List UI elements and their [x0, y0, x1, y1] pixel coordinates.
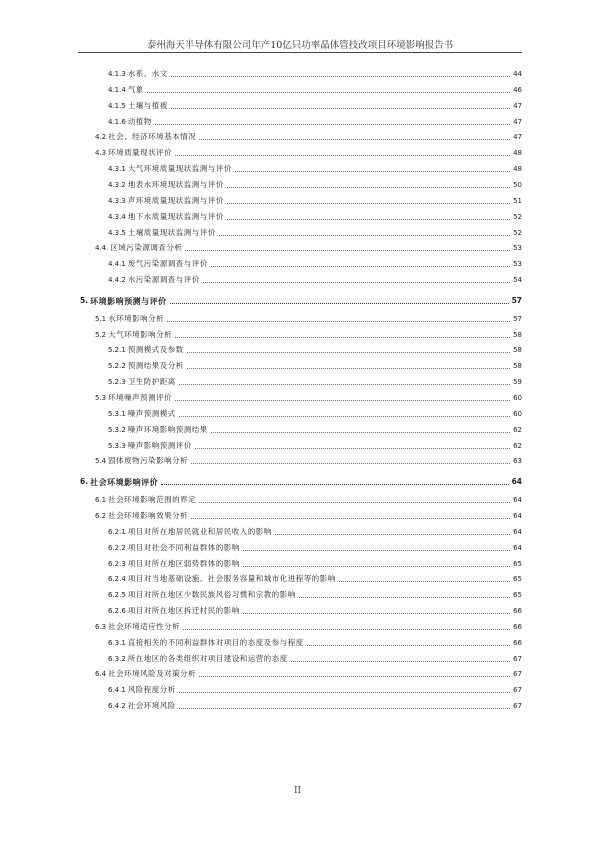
toc-entry[interactable] [108, 408, 522, 420]
dot-leader [227, 187, 510, 188]
toc-entry-page: 65 [513, 591, 522, 600]
toc-entry-title: 项目对所在地区少数民族风俗习惯和宗教的影响 [127, 590, 296, 600]
toc-entry-number: 4.1.3 [108, 70, 126, 78]
toc-entry-number: 6. [80, 477, 89, 487]
toc-entry[interactable] [108, 376, 522, 388]
dot-leader [191, 463, 510, 464]
toc-entry-page: 64 [513, 543, 522, 552]
toc-entry-title: 地表水环境现状监测与评价 [127, 179, 224, 189]
toc-entry[interactable] [108, 573, 522, 585]
toc-entry-title: 社会环境影响效果分析 [108, 510, 189, 520]
toc-entry-number: 5.3.2 [108, 425, 126, 434]
toc-entry-title: 社会环境影响评价 [90, 477, 159, 488]
toc-entry-number: 5.2.1 [108, 346, 126, 355]
toc-entry[interactable] [108, 526, 522, 538]
toc-entry[interactable] [108, 653, 522, 665]
toc-entry-page: 54 [513, 276, 522, 285]
toc-entry[interactable] [108, 100, 522, 112]
toc-entry-number: 5.2 [95, 330, 107, 339]
toc-entry-title: 声环境质量现状监测与评价 [127, 195, 224, 205]
toc-entry[interactable] [108, 684, 522, 696]
toc-entry[interactable] [108, 195, 522, 207]
dot-leader [175, 400, 510, 401]
dot-leader [203, 282, 510, 283]
toc-entry[interactable] [108, 274, 522, 286]
toc-entry-number: 4.4. [95, 244, 109, 253]
toc-entry-title: 大气环境影响分析 [108, 329, 173, 339]
toc-entry[interactable] [108, 179, 522, 191]
toc-entry-number: 6.3.2 [108, 654, 126, 663]
toc-entry[interactable] [95, 329, 522, 341]
dot-leader [227, 203, 510, 204]
toc-entry-number: 4.3.1 [108, 165, 126, 174]
dot-leader [175, 337, 510, 338]
dot-leader [187, 368, 510, 369]
dot-leader [243, 613, 510, 614]
toc-entry[interactable] [95, 455, 522, 467]
toc-entry-title: 环境噪声预测评价 [108, 393, 173, 402]
toc-entry[interactable] [95, 147, 522, 159]
toc-entry-page: 57 [513, 314, 522, 323]
toc-entry[interactable] [95, 313, 522, 325]
toc-entry[interactable] [95, 242, 522, 254]
toc-entry-page: 44 [513, 70, 522, 78]
toc-entry-number: 6.4 [95, 670, 107, 679]
page-number: II [293, 786, 302, 796]
dot-leader [219, 235, 510, 236]
toc-entry-title: 噪声影响预测评价 [127, 440, 192, 450]
toc-entry-page: 62 [513, 441, 522, 450]
dot-leader [199, 676, 510, 677]
toc-entry[interactable] [95, 510, 522, 522]
toc-entry-title: 项目对所在地区弱势群体的影响 [127, 558, 240, 568]
dot-leader [291, 661, 510, 662]
toc-entry-number: 5.4 [95, 457, 107, 466]
dot-leader [243, 566, 510, 567]
toc-entry-title: 水环境影响分析 [108, 313, 165, 323]
toc-entry-title: 区域污染源调查分析 [110, 243, 183, 253]
toc-entry[interactable] [108, 227, 522, 239]
toc-entry-page: 67 [513, 686, 522, 695]
toc-entry-page: 51 [513, 196, 522, 205]
toc-entry[interactable] [95, 494, 522, 506]
toc-chapter[interactable] [80, 476, 522, 488]
toc-entry-page: 58 [513, 346, 522, 355]
toc-entry-title: 项目对当地基础设施、社会服务容量和城市化进程等的影响 [127, 574, 336, 584]
toc-entry-number: 5.2.3 [108, 378, 126, 387]
dot-leader [161, 484, 508, 485]
toc-entry-page: 65 [513, 559, 522, 568]
dot-leader [199, 502, 510, 503]
toc-entry-number: 4.1.5 [108, 101, 126, 110]
toc-entry-page: 57 [511, 295, 522, 305]
toc-entry-page: 47 [513, 101, 522, 110]
dot-leader [171, 108, 510, 109]
toc-entry[interactable] [108, 84, 522, 96]
dot-leader [185, 250, 510, 251]
toc-entry[interactable] [108, 542, 522, 554]
toc-entry-title: 环境影响预测与评价 [90, 295, 167, 306]
toc-entry-page: 64 [513, 496, 522, 505]
toc-entry-page: 60 [513, 394, 522, 402]
toc-entry-number: 6.2.6 [108, 607, 126, 616]
toc-entry-title: 项目对所在地区拆迁村民的影响 [127, 606, 240, 616]
toc-entry-page: 60 [513, 409, 522, 418]
toc-entry-page: 47 [513, 133, 522, 142]
dot-leader [183, 629, 510, 630]
toc-entry-page: 63 [513, 457, 522, 466]
toc-entry-number: 5.3 [95, 394, 107, 402]
toc-entry-number: 6.3 [95, 622, 107, 631]
toc-entry-title: 社会环境风险及对策分析 [108, 669, 197, 679]
toc-entry-title: 社会环境影响范围的界定 [108, 495, 197, 505]
dot-leader [227, 219, 510, 220]
dot-leader [170, 303, 509, 304]
toc-entry-page: 58 [513, 330, 522, 339]
toc-entry[interactable] [108, 700, 522, 712]
toc-entry-page: 52 [513, 228, 522, 237]
dot-leader [167, 321, 510, 322]
dot-leader [179, 384, 510, 385]
toc-entry-number: 4.4.2 [108, 276, 126, 285]
dot-leader [195, 448, 510, 449]
dot-leader [171, 76, 510, 77]
toc-entry-title: 环境质量现状评价 [108, 148, 173, 158]
toc-entry-page: 64 [513, 511, 522, 520]
toc-entry-number: 4.3 [95, 149, 107, 158]
toc-entry-number: 6.2.4 [108, 575, 126, 584]
toc-entry-number: 6.3.1 [108, 638, 126, 647]
dot-leader [147, 92, 510, 93]
toc-entry-page: 66 [513, 607, 522, 616]
dot-leader [187, 352, 510, 353]
toc-entry[interactable] [95, 668, 522, 680]
toc-entry-title: 水污染源调查与评价 [127, 275, 200, 285]
toc-entry-title: 地下水质量现状监测与评价 [127, 211, 224, 221]
toc-entry[interactable] [108, 589, 522, 601]
toc-entry-page: 52 [513, 212, 522, 221]
toc-entry[interactable] [108, 116, 522, 128]
dot-leader [299, 597, 510, 598]
toc-entry-page: 50 [513, 180, 522, 189]
toc-entry-number: 6.2.1 [108, 527, 126, 536]
dot-leader [155, 124, 510, 125]
toc-entry-number: 5.3.3 [108, 441, 126, 450]
toc-entry-page: 67 [513, 654, 522, 663]
toc-entry-page: 66 [513, 638, 522, 647]
dot-leader [199, 139, 510, 140]
toc-entry-page: 58 [513, 362, 522, 371]
toc-entry[interactable] [108, 440, 522, 452]
toc-entry-number: 6.2.3 [108, 559, 126, 568]
dot-leader [339, 581, 510, 582]
toc-entry-title: 噪声预测模式 [127, 408, 176, 418]
page-header: 泰州海天半导体有限公司年产10亿只功率晶体管技改项目环境影响报告书 [146, 40, 454, 51]
toc-chapter[interactable] [80, 295, 522, 307]
toc-entry-title: 预测结果及分析 [127, 361, 184, 371]
toc-entry-page: 66 [513, 622, 522, 631]
toc-entry[interactable] [108, 360, 522, 372]
toc-entry-number: 4.3.5 [108, 228, 126, 237]
toc-entry-title: 预测模式及参数 [127, 345, 184, 355]
toc-entry-title: 项目对所在地居民就业和居民收入的影响 [127, 526, 272, 536]
toc-entry[interactable] [108, 258, 522, 270]
toc-entry[interactable] [108, 163, 522, 175]
dot-leader [211, 266, 510, 267]
toc-entry-title: 噪声环境影响预测结果 [127, 424, 208, 434]
toc-entry-page: 46 [513, 85, 522, 94]
toc-entry-title: 社会、经济环境基本情况 [108, 132, 197, 142]
toc-entry[interactable] [108, 558, 522, 570]
toc-entry-page: 64 [513, 527, 522, 536]
dot-leader [307, 645, 510, 646]
toc-entry-page: 59 [513, 378, 522, 387]
toc-entry-title: 土壤质量现状监测与评价 [127, 227, 216, 237]
toc-entry-title: 气象 [127, 84, 144, 94]
toc-entry-page: 67 [513, 702, 522, 711]
toc-entry-number: 4.1.6 [108, 117, 126, 126]
toc-entry-title: 水系、水文 [127, 69, 168, 78]
dot-leader [243, 550, 510, 551]
toc-entry[interactable] [108, 637, 522, 649]
toc-entry-title: 直接相关的不同利益群体对项目的态度及参与程度 [127, 637, 304, 647]
dot-leader [179, 708, 510, 709]
toc-entry-number: 4.2 [95, 133, 107, 142]
dot-leader [191, 518, 510, 519]
dot-leader [275, 534, 510, 535]
toc-entry-page: 62 [513, 425, 522, 434]
toc-entry-number: 6.4.1 [108, 686, 126, 695]
toc-entry-number: 4.3.3 [108, 196, 126, 205]
toc-entry-title: 社会环境适应性分析 [108, 621, 181, 631]
toc-entry-title: 风险程度分析 [127, 685, 176, 695]
toc-entry-page: 48 [513, 165, 522, 174]
toc-entry-page: 65 [513, 575, 522, 584]
toc-entry-number: 5.2.2 [108, 362, 126, 371]
toc-entry-number: 5.1 [95, 314, 107, 323]
toc-entry-number: 4.3.4 [108, 212, 126, 221]
toc-entry-title: 所在地区的各类组织对项目建设和运营的态度 [127, 653, 288, 663]
toc-entry-page: 64 [511, 477, 522, 487]
toc-entry-title: 废气污染源调查与评价 [127, 259, 208, 269]
toc-entry-title: 固体废物污染影响分析 [108, 456, 189, 466]
toc-entry-page: 53 [513, 244, 522, 253]
toc-entry-number: 6.4.2 [108, 702, 126, 711]
toc-entry-number: 4.3.2 [108, 180, 126, 189]
dot-leader [235, 171, 510, 172]
toc-entry-number: 5. [80, 295, 89, 305]
dot-leader [211, 432, 510, 433]
toc-entry-title: 动植物 [127, 116, 152, 126]
header-divider [78, 52, 522, 53]
toc-entry-title: 卫生防护距离 [127, 377, 176, 387]
toc-entry-title: 土壤与植被 [127, 100, 168, 110]
toc-entry[interactable] [108, 211, 522, 223]
toc-entry[interactable] [95, 621, 522, 633]
toc-entry-number: 5.3.1 [108, 409, 126, 418]
toc-entry-number: 4.4.1 [108, 260, 126, 269]
toc-entry[interactable] [95, 131, 522, 143]
toc-entry[interactable] [108, 344, 522, 356]
toc-entry[interactable] [108, 424, 522, 436]
toc-entry-title: 社会环境风险 [127, 701, 176, 711]
toc-entry-page: 53 [513, 260, 522, 269]
toc-entry-page: 67 [513, 670, 522, 679]
toc-entry-page: 48 [513, 149, 522, 158]
toc-entry-number: 4.1.4 [108, 85, 126, 94]
dot-leader [175, 155, 510, 156]
toc-entry-title: 项目对社会不同利益群体的影响 [127, 542, 240, 552]
toc-entry[interactable] [108, 68, 522, 80]
toc-entry-number: 6.2.5 [108, 591, 126, 600]
toc-entry-page: 47 [513, 117, 522, 126]
dot-leader [179, 692, 510, 693]
toc-entry[interactable] [108, 605, 522, 617]
toc-entry-number: 6.2.2 [108, 543, 126, 552]
toc-entry[interactable] [95, 392, 522, 404]
toc-entry-title: 大气环境质量现状监测与评价 [127, 164, 232, 174]
toc-entry-number: 6.1 [95, 496, 107, 505]
dot-leader [179, 416, 510, 417]
toc-entry-number: 6.2 [95, 511, 107, 520]
